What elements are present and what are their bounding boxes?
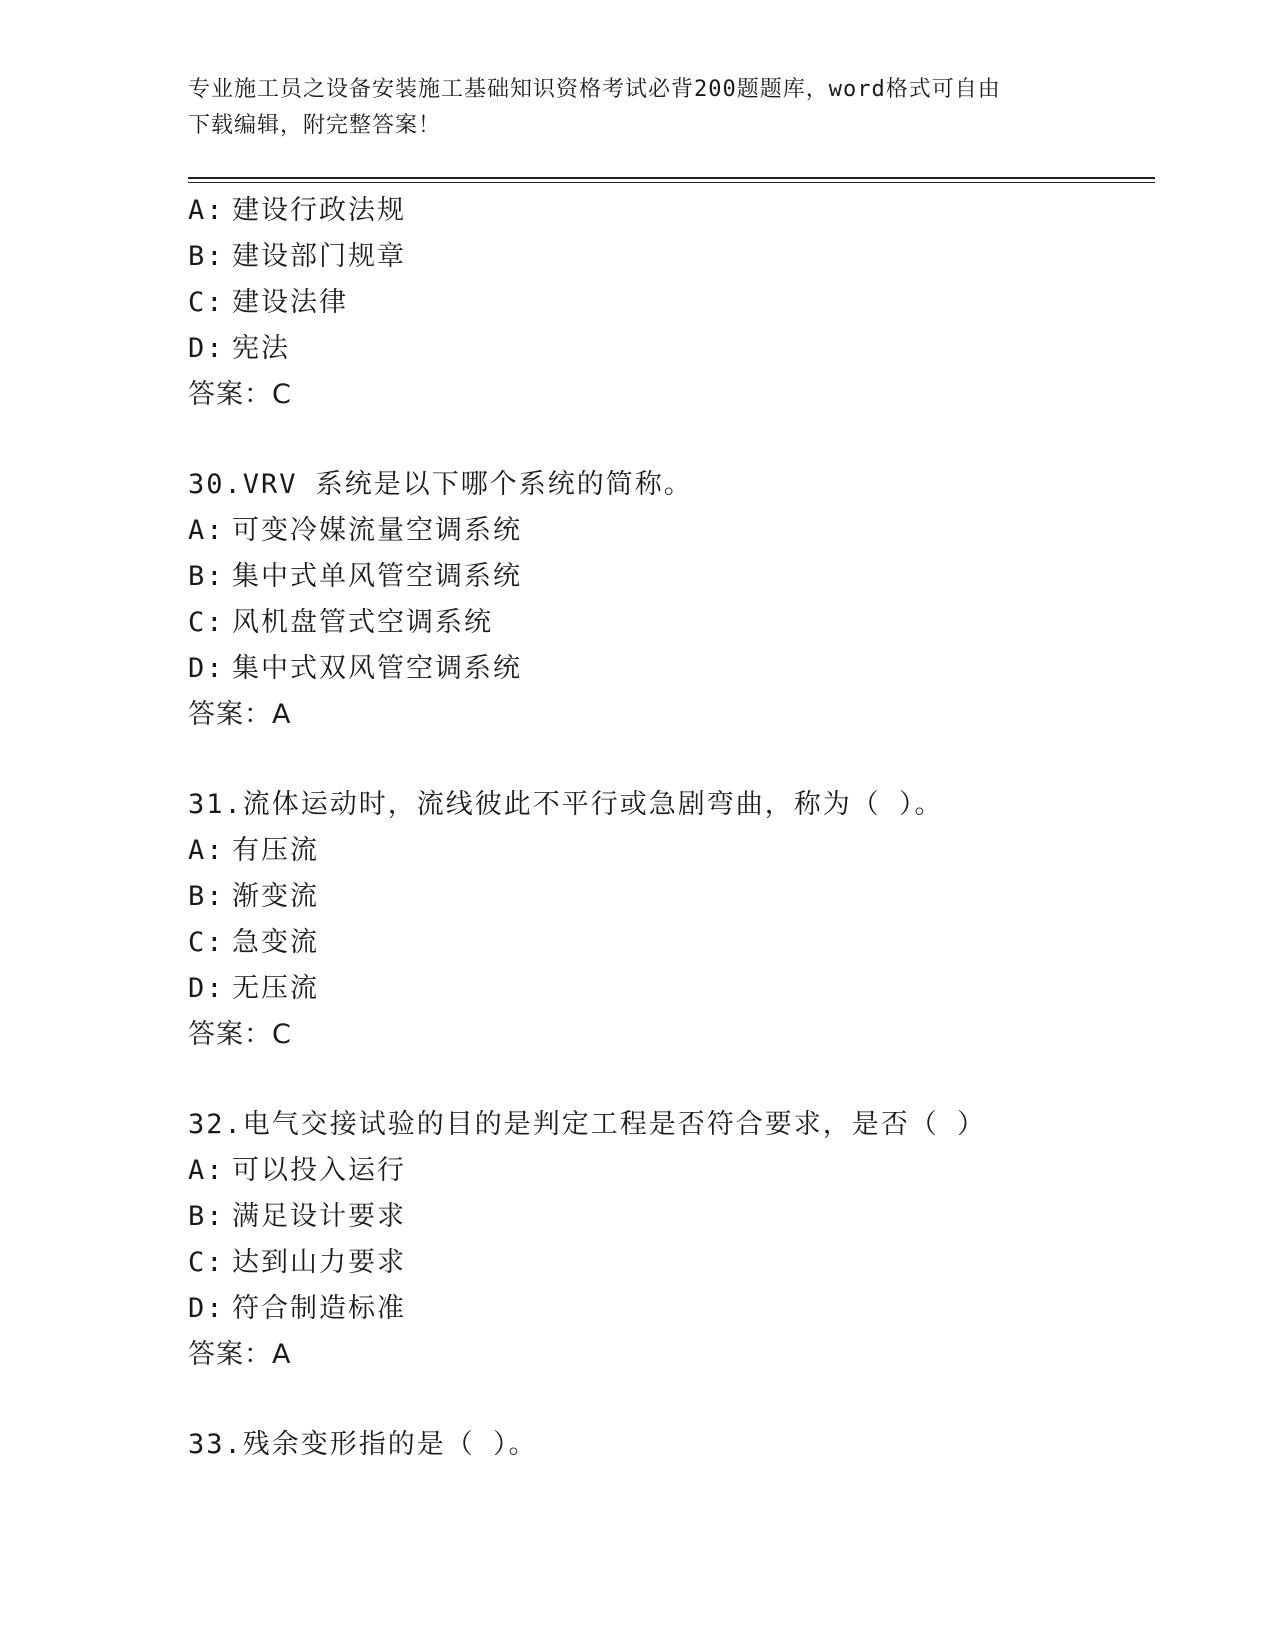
header-divider-thin <box>188 182 1155 183</box>
option-key: A: <box>188 195 225 226</box>
option-key: D: <box>188 1293 225 1324</box>
option-key: A: <box>188 835 225 866</box>
option-text: 渐变流 <box>232 881 319 912</box>
option-text: 建设法律 <box>232 287 348 318</box>
option-key: B: <box>188 241 225 272</box>
question-stem: 31.流体运动时，流线彼此不平行或急剧弯曲，称为（ ）。 <box>188 789 944 820</box>
option-text: 满足设计要求 <box>232 1201 406 1232</box>
option-key: D: <box>188 333 225 364</box>
spacer <box>188 418 1148 462</box>
option-d <box>188 646 1148 692</box>
option-d <box>188 966 1148 1012</box>
option-c <box>188 920 1148 966</box>
option-text: 符合制造标准 <box>232 1293 406 1324</box>
option-text: 达到山力要求 <box>232 1247 406 1278</box>
option-key: B: <box>188 881 225 912</box>
option-text: 集中式单风管空调系统 <box>232 561 522 592</box>
option-a <box>188 1148 1148 1194</box>
header-line-2: 下载编辑，附完整答案！ <box>188 113 442 138</box>
option-text: 风机盘管式空调系统 <box>232 607 493 638</box>
question-stem: 30.VRV 系统是以下哪个系统的简称。 <box>188 469 693 500</box>
header-divider-thick <box>188 177 1155 179</box>
option-text: 有压流 <box>232 835 319 866</box>
option-c <box>188 600 1148 646</box>
option-text: 宪法 <box>232 333 290 364</box>
header-line-1: 专业施工员之设备安装施工基础知识资格考试必背200题题库，word格式可自由 <box>188 77 1001 102</box>
option-key: D: <box>188 973 225 1004</box>
question-block-30 <box>188 462 1148 738</box>
question-block-32 <box>188 1102 1148 1378</box>
option-key: A: <box>188 515 225 546</box>
question-block-33 <box>188 1422 1148 1468</box>
answer-line: 答案：C <box>188 379 292 410</box>
option-key: C: <box>188 927 225 958</box>
option-text: 急变流 <box>232 927 319 958</box>
option-c <box>188 280 1148 326</box>
option-text: 可以投入运行 <box>232 1155 406 1186</box>
option-key: B: <box>188 561 225 592</box>
spacer <box>188 738 1148 782</box>
spacer <box>188 1058 1148 1102</box>
question-list <box>188 188 1148 1468</box>
option-d <box>188 1286 1148 1332</box>
option-text: 建设行政法规 <box>232 195 406 226</box>
answer-line: 答案：C <box>188 1019 292 1050</box>
option-b <box>188 874 1148 920</box>
question-block-31 <box>188 782 1148 1058</box>
answer-line: 答案：A <box>188 699 292 730</box>
option-text: 建设部门规章 <box>232 241 406 272</box>
option-key: A: <box>188 1155 225 1186</box>
option-a <box>188 828 1148 874</box>
option-key: B: <box>188 1201 225 1232</box>
question-block-29 <box>188 188 1148 418</box>
question-stem: 33.残余变形指的是（ ）。 <box>188 1429 538 1460</box>
option-d <box>188 326 1148 372</box>
question-stem: 32.电气交接试验的目的是判定工程是否符合要求，是否（ ） <box>188 1109 987 1140</box>
option-text: 可变冷媒流量空调系统 <box>232 515 522 546</box>
option-text: 集中式双风管空调系统 <box>232 653 522 684</box>
option-text: 无压流 <box>232 973 319 1004</box>
option-b <box>188 1194 1148 1240</box>
option-b <box>188 234 1148 280</box>
option-key: C: <box>188 607 225 638</box>
option-c <box>188 1240 1148 1286</box>
spacer <box>188 1378 1148 1422</box>
option-key: D: <box>188 653 225 684</box>
option-a <box>188 188 1148 234</box>
document-header <box>188 72 1068 144</box>
option-b <box>188 554 1148 600</box>
answer-line: 答案：A <box>188 1339 292 1370</box>
option-key: C: <box>188 287 225 318</box>
option-a <box>188 508 1148 554</box>
option-key: C: <box>188 1247 225 1278</box>
